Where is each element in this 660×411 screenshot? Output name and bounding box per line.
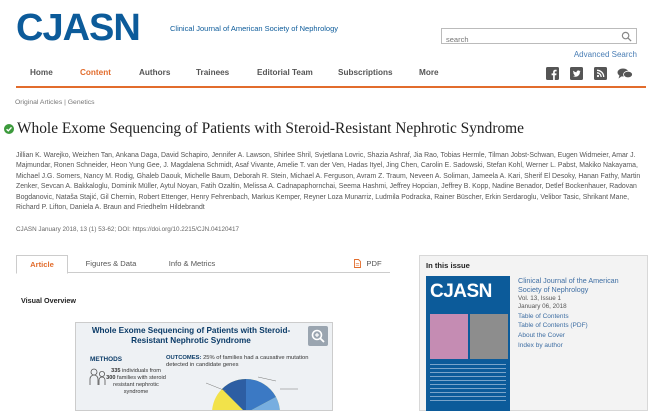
issue-cover-image[interactable] [426,276,510,411]
tab-info-metrics[interactable]: Info & Metrics [168,259,216,268]
in-this-issue-panel [419,255,648,411]
zoom-icon [308,326,328,346]
search-box[interactable] [441,28,637,44]
cover-text-block [430,364,506,404]
link-index-by-author[interactable]: Index by author [518,341,563,349]
methods-description: 335 individuals from 300 families with steroid resistant nephrotic syndrome [106,368,166,395]
outcomes-pie-illustration [186,375,306,411]
rss-icon[interactable] [594,67,607,80]
article-tabs [16,255,390,273]
people-icon [88,367,108,397]
breadcrumb[interactable]: Original Articles | Genetics [15,99,95,106]
nav-content[interactable]: Content [80,68,111,77]
link-table-of-contents-pdf[interactable]: Table of Contents (PDF) [518,322,588,330]
visual-overview-figure[interactable] [75,322,333,411]
tab-article[interactable]: Article [16,255,68,274]
cover-histology-image [430,314,468,359]
nav-divider [16,86,646,88]
in-this-issue-heading: In this issue [426,261,470,270]
nav-home[interactable]: Home [30,68,53,77]
zoom-button[interactable] [308,326,328,346]
link-table-of-contents[interactable]: Table of Contents [518,312,569,320]
tab-figures-data[interactable]: Figures & Data [85,259,137,268]
cover-micrograph-image [470,314,508,359]
search-input[interactable] [442,33,612,47]
nav-trainees[interactable]: Trainees [196,68,230,77]
figure-title: Whole Exome Sequencing of Patients with Steroid-Resistant Nephrotic Syndrome [91,326,291,345]
issue-volume: Vol. 13, Issue 1 [518,295,562,302]
issue-date: January 06, 2018 [518,303,567,311]
methods-label: METHODS [90,356,122,363]
comments-icon[interactable] [617,67,633,80]
article-title: Whole Exome Sequencing of Patients with Steroid-Resistant Nephrotic Syndrome [17,120,524,137]
twitter-icon[interactable] [570,67,583,80]
link-about-the-cover[interactable]: About the Cover [518,332,565,339]
facebook-icon[interactable] [546,67,559,80]
main-nav [0,64,660,84]
check-circle-icon [4,124,14,134]
issue-journal-link[interactable]: Clinical Journal of the American Society of Nephrology [518,276,619,294]
journal-full-name: Clinical Journal of American Society of Nephrology [170,24,338,33]
author-list[interactable]: Jillian K. Warejko, Weizhen Tan, Ankana Daga, David Schapiro, Jennifer A. Lawson, Shirlee Shril, Svjetlana Lovric, Shazia Ashraf, Jia Rao, Tobias Hermle, Tilman Jobst-Schwan, Eugen Widmeier, Amar J. Majmundar, Ronen Schneider, Heon Yung Gee, J. Magdalena Schmidt, Asaf Vivante, Amelie T. van der Ven, Hadas Ityel, Jing Chen, Carolin E. Sadowski, Stefan Kohl, Werner L. Pabst, Makiko Nakayama, Michael J.G. Somers, Nancy M. Rodig, Ghaleb Daouk, Michelle Baum, Deborah R. Stein, Michael A. Ferguson, Avram Z. Traum, Neveen A. Soliman, Jameela A. Kari, Sherif El Desoky, Hanan Fathy, Martin Zenker, Sevcan A. Bakkaloglu, Dominik Müller, Aytul Noyan, Fatih Ozaltin, Melissa A. Cadnapaphornchai, Seema Hashmi, Jeffrey Hopcian, Jeffrey B. Kopp, Nadine Benador, Detlef Bockenhauer, Radovan Bogdanovic, Nataša Stajić, Gil Chernin, Robert Ettenger, Henry Fehrenbach, Markus Kemper, Reyner Loza Munarriz, Ludmila Podracka, Rainer Büscher, Erkin Serdaroglu, Velibor Tasic, Shrikant Mane, Richard P. Lifton, Daniela A. Braun and Friedhelm Hildebrandt [16,152,641,212]
journal-logo[interactable]: CJASN [16,7,140,49]
nav-authors[interactable]: Authors [139,68,171,77]
issue-details [518,276,643,350]
citation: CJASN January 2018, 13 (1) 53-62; DOI: https://doi.org/10.2215/CJN.04120417 [16,226,239,233]
nav-editorial-team[interactable]: Editorial Team [257,68,313,77]
nav-subscriptions[interactable]: Subscriptions [338,68,393,77]
pdf-icon[interactable] [354,259,361,268]
nav-more[interactable]: More [419,68,439,77]
cover-logo: CJASN [430,281,492,302]
outcomes-description: OUTCOMES: 25% of families had a causative mutation detected in candidate genes [166,355,309,368]
advanced-search-link[interactable]: Advanced Search [573,50,637,59]
tab-pdf[interactable]: PDF [366,259,382,268]
visual-overview-heading: Visual Overview [21,296,77,305]
search-icon[interactable] [621,31,632,42]
